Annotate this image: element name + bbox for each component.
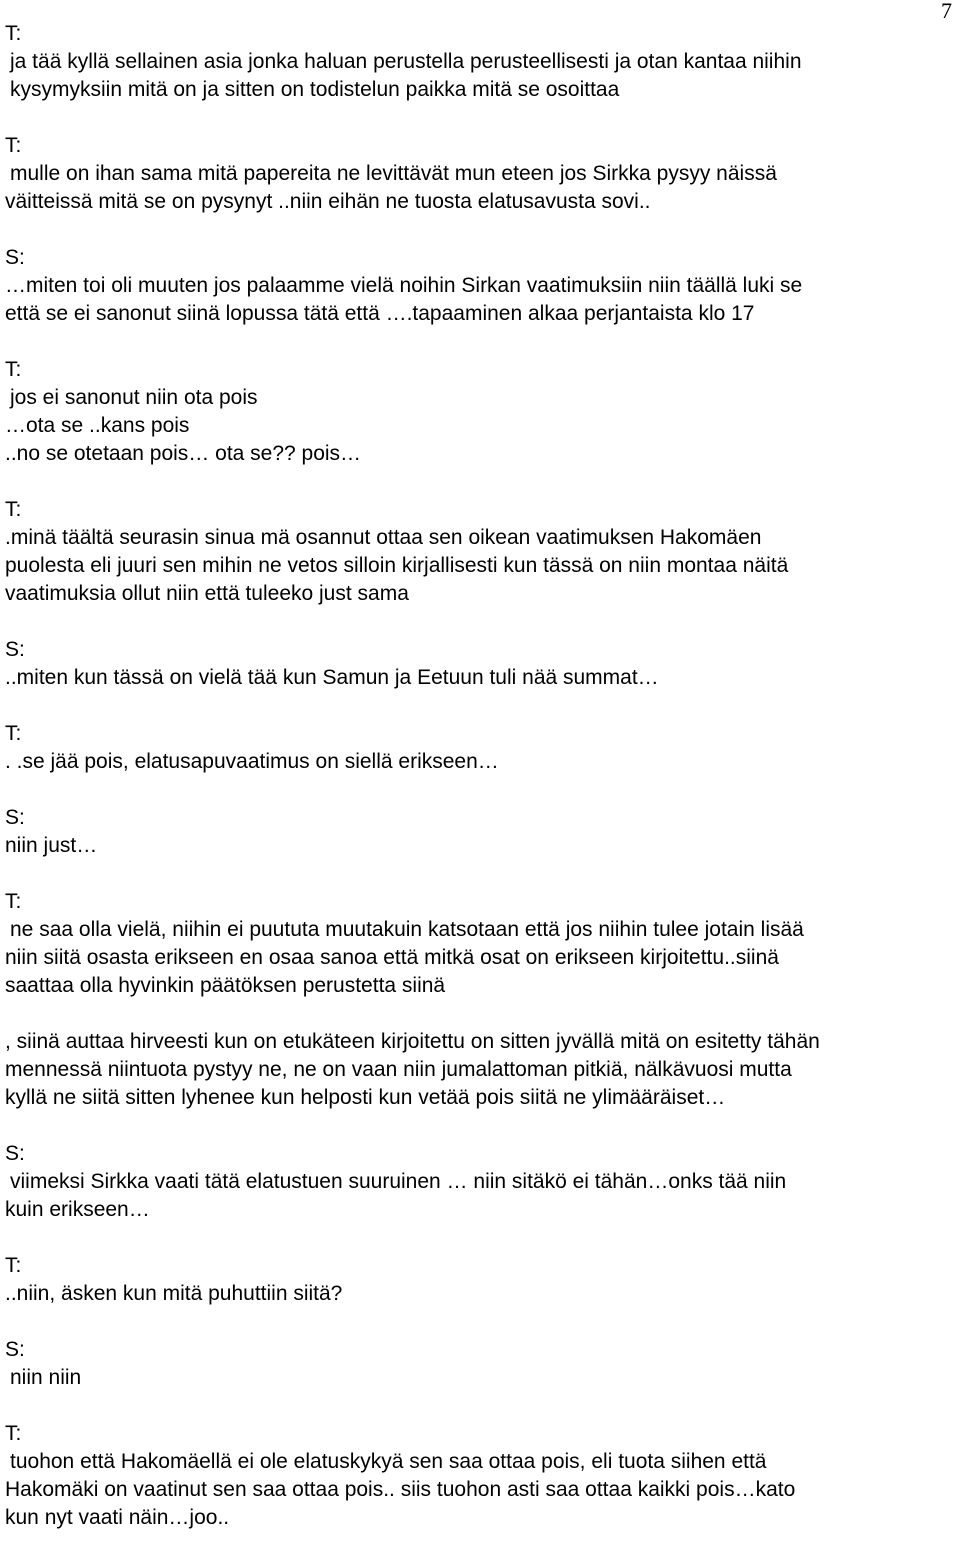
continuation-paragraph bbox=[5, 1028, 940, 1112]
utterance-line: kysymyksiin mitä on ja sitten on todistelun paikka mitä se osoittaa bbox=[10, 78, 620, 101]
utterance bbox=[5, 524, 940, 608]
utterance-line: jos ei sanonut niin ota pois bbox=[10, 386, 258, 409]
turn-4 bbox=[5, 356, 940, 468]
turn-6 bbox=[5, 636, 940, 692]
speaker-label: T: bbox=[5, 358, 22, 381]
utterance bbox=[5, 384, 940, 468]
utterance-line: niin niin bbox=[10, 1366, 82, 1389]
utterance-line: väitteissä mitä se on pysynyt ..niin eihän ne tuosta elatusavusta sovi.. bbox=[5, 190, 651, 213]
utterance-line: . .se jää pois, elatusapuvaatimus on siellä erikseen… bbox=[5, 750, 499, 773]
turn-3 bbox=[5, 244, 940, 328]
utterance-line: Hakomäki on vaatinut sen saa ottaa pois.. siis tuohon asti saa ottaa kaikki pois…kato bbox=[5, 1478, 796, 1501]
utterance-line: kuin erikseen… bbox=[5, 1198, 150, 1221]
turn-10 bbox=[5, 1140, 940, 1224]
utterance-line: …ota se ..kans pois bbox=[5, 414, 190, 437]
utterance bbox=[5, 664, 940, 692]
page-number: 7 bbox=[941, 0, 952, 23]
turn-1 bbox=[5, 20, 940, 104]
utterance-line: tuohon että Hakomäellä ei ole elatuskykyä sen saa ottaa pois, eli tuota siihen että bbox=[10, 1450, 767, 1473]
utterance-line: vaatimuksia ollut niin että tuleeko just sama bbox=[5, 582, 409, 605]
turn-7 bbox=[5, 720, 940, 776]
utterance-line: puolesta eli juuri sen mihin ne vetos silloin kirjallisesti kun tässä on niin montaa näitä bbox=[5, 554, 789, 577]
utterance-line: niin just… bbox=[5, 834, 98, 857]
utterance-line: että se ei sanonut siinä lopussa tätä että ….tapaaminen alkaa perjantaista klo 17 bbox=[5, 302, 755, 325]
utterance-line: niin siitä osasta erikseen en osaa sanoa että mitkä osat on erikseen kirjoitettu..siinä bbox=[5, 946, 779, 969]
turn-11 bbox=[5, 1252, 940, 1308]
utterance bbox=[5, 1168, 940, 1224]
speaker-label: T: bbox=[5, 1254, 22, 1277]
turn-13 bbox=[5, 1420, 940, 1532]
turn-12 bbox=[5, 1336, 940, 1392]
speaker-label: S: bbox=[5, 638, 25, 661]
speaker-label: T: bbox=[5, 134, 22, 157]
utterance-line: ja tää kyllä sellainen asia jonka haluan perustella perusteellisesti ja otan kantaa niihin bbox=[10, 50, 802, 73]
speaker-label: S: bbox=[5, 1338, 25, 1361]
speaker-label: S: bbox=[5, 806, 25, 829]
utterance bbox=[5, 1364, 940, 1392]
utterance bbox=[5, 272, 940, 328]
utterance-line: mulle on ihan sama mitä papereita ne levittävät mun eteen jos Sirkka pysyy näissä bbox=[10, 162, 777, 185]
turn-5 bbox=[5, 496, 940, 608]
speaker-label: S: bbox=[5, 1142, 25, 1165]
utterance-line: ..miten kun tässä on vielä tää kun Samun ja Eetuun tuli nää summat… bbox=[5, 666, 659, 689]
speaker-label: T: bbox=[5, 1422, 22, 1445]
utterance bbox=[5, 48, 940, 104]
turn-2 bbox=[5, 132, 940, 216]
utterance-line: viimeksi Sirkka vaati tätä elatustuen suuruinen … niin sitäkö ei tähän…onks tää niin bbox=[10, 1170, 787, 1193]
speaker-label: T: bbox=[5, 498, 22, 521]
utterance bbox=[5, 1280, 940, 1308]
utterance-line: ..no se otetaan pois… ota se?? pois… bbox=[5, 442, 362, 465]
utterance-line: kyllä ne siitä sitten lyhenee kun helposti kun vetää pois siitä ne ylimääräiset… bbox=[5, 1086, 726, 1109]
utterance-line: ..niin, äsken kun mitä puhuttiin siitä? bbox=[5, 1282, 343, 1305]
utterance-line: ne saa olla vielä, niihin ei puututa muutakuin katsotaan että jos niihin tulee jotain lisää bbox=[10, 918, 804, 941]
utterance-line: kun nyt vaati näin…joo.. bbox=[5, 1506, 230, 1529]
utterance-line: saattaa olla hyvinkin päätöksen perustetta siinä bbox=[5, 974, 446, 997]
utterance bbox=[5, 916, 940, 1000]
utterance-line: , siinä auttaa hirveesti kun on etukäteen kirjoitettu on sitten jyvällä mitä on esitetty tähän bbox=[5, 1030, 820, 1053]
utterance bbox=[5, 748, 940, 776]
turn-8 bbox=[5, 804, 940, 860]
utterance-line: .minä täältä seurasin sinua mä osannut ottaa sen oikean vaatimuksen Hakomäen bbox=[5, 526, 762, 549]
speaker-label: T: bbox=[5, 722, 22, 745]
speaker-label: T: bbox=[5, 890, 22, 913]
utterance bbox=[5, 160, 940, 216]
speaker-label: S: bbox=[5, 246, 25, 269]
turn-9 bbox=[5, 888, 940, 1000]
utterance-line: …miten toi oli muuten jos palaamme vielä noihin Sirkan vaatimuksiin niin täällä luki se bbox=[5, 274, 803, 297]
utterance bbox=[5, 832, 940, 860]
utterance bbox=[5, 1448, 940, 1532]
transcript bbox=[5, 20, 940, 1560]
utterance-line: mennessä niintuota pystyy ne, ne on vaan niin jumalattoman pitkiä, nälkävuosi mutta bbox=[5, 1058, 792, 1081]
speaker-label: T: bbox=[5, 22, 22, 45]
